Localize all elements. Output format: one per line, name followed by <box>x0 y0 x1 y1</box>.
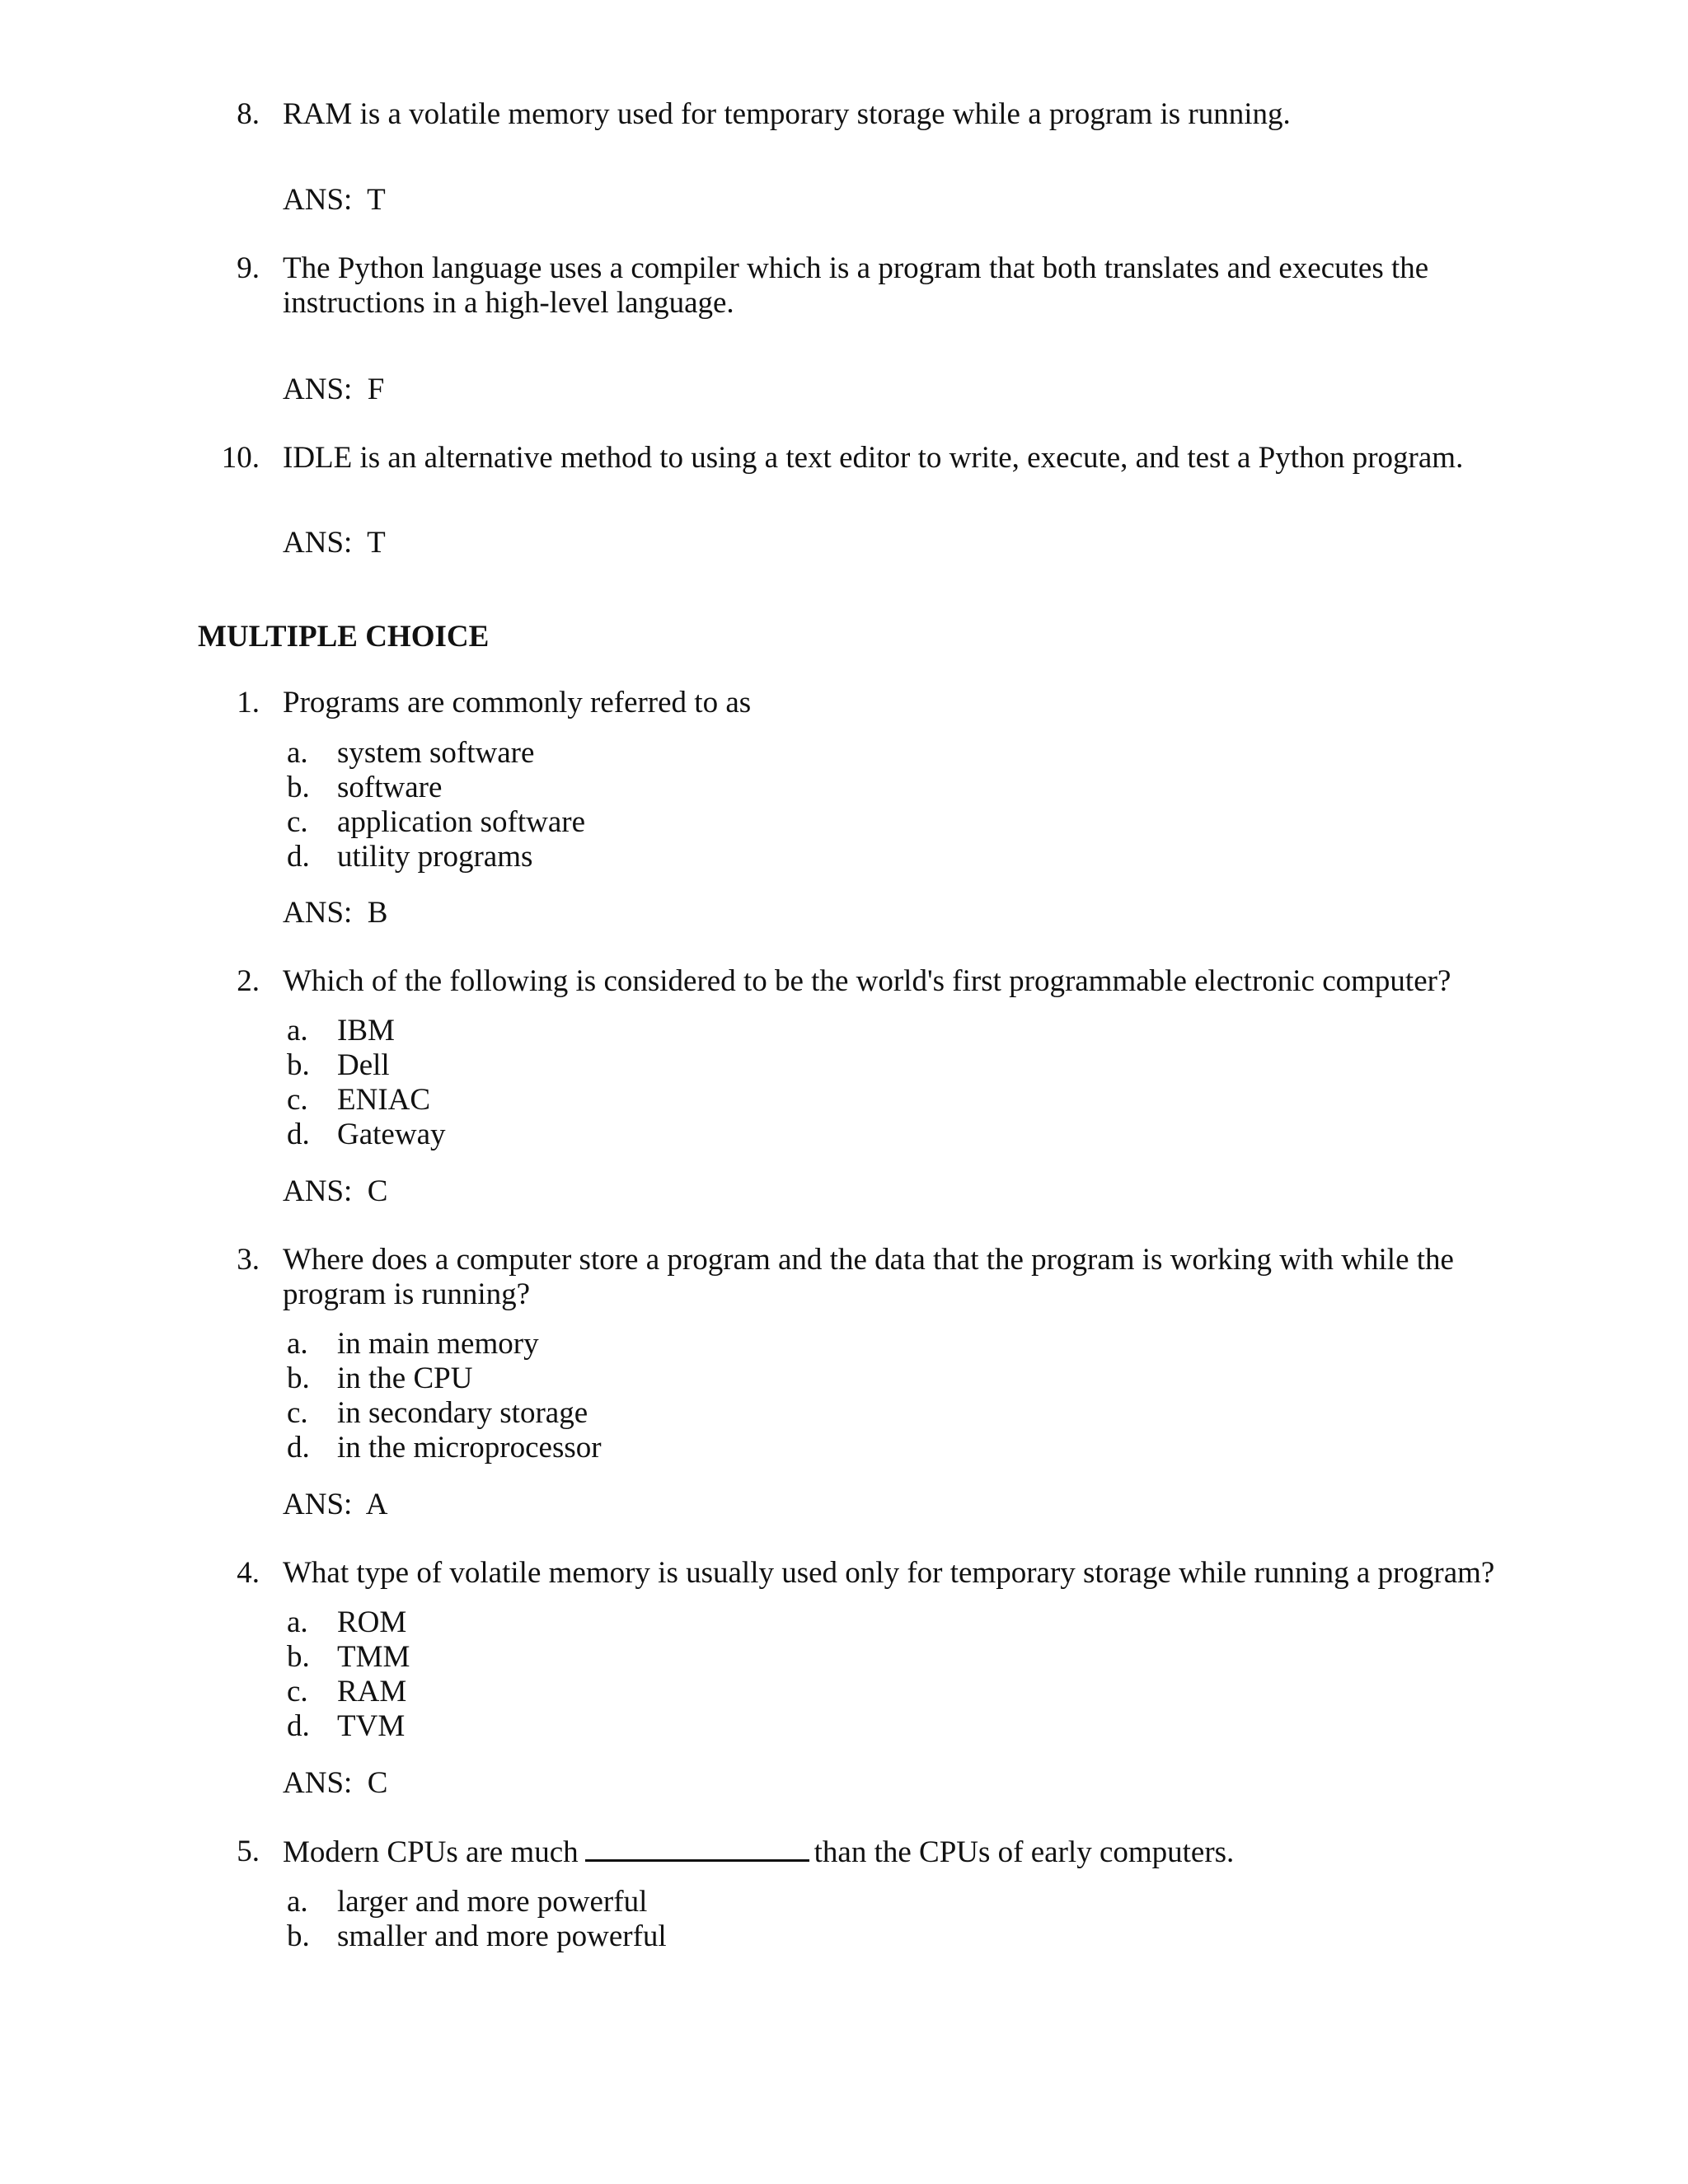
tf-answer-8: ANS: T <box>283 183 386 217</box>
choice-text: smaller and more powerful <box>337 1919 667 1953</box>
mc-answer-3: ANS: A <box>283 1488 388 1521</box>
choice-letter: d. <box>287 1709 310 1743</box>
question-text: Where does a computer store a program and the data that the program is working with while the program is running? <box>283 1243 1454 1311</box>
choice-letter: c. <box>287 1396 308 1430</box>
choice-letter: a. <box>287 1014 308 1047</box>
section-heading: MULTIPLE CHOICE <box>198 620 490 654</box>
choice-text: TVM <box>337 1709 406 1743</box>
choice-letter: a. <box>287 1885 308 1919</box>
choice-letter: a. <box>287 1327 308 1361</box>
choice-text: application software <box>337 805 586 839</box>
choice-text: utility programs <box>337 840 533 874</box>
choice-text: RAM <box>337 1675 407 1708</box>
choice-text: Gateway <box>337 1118 446 1151</box>
choice-letter: c. <box>287 805 308 839</box>
choice-text: in secondary storage <box>337 1396 588 1430</box>
tf-answer-9: ANS: F <box>283 373 385 406</box>
choice-text: TMM <box>337 1640 410 1674</box>
choice-text: larger and more powerful <box>337 1885 648 1919</box>
question-number: 1. <box>237 686 260 719</box>
choice-letter: b. <box>287 771 310 804</box>
choice-text: system software <box>337 736 535 770</box>
choice-text: software <box>337 771 443 804</box>
choice-letter: d. <box>287 1118 310 1151</box>
choice-text: ROM <box>337 1605 407 1639</box>
choice-text: Dell <box>337 1048 390 1082</box>
choice-text: IBM <box>337 1014 395 1047</box>
question-number: 9. <box>237 251 260 285</box>
question-text <box>283 1835 1503 1870</box>
choice-letter: c. <box>287 1083 308 1117</box>
question-number: 10. <box>221 441 260 475</box>
choice-letter: b. <box>287 1919 310 1953</box>
question-number: 5. <box>237 1835 260 1868</box>
question-text-after-blank: than the CPUs of early computers. <box>814 1835 1235 1869</box>
question-text: RAM is a volatile memory used for temporary storage while a program is running. <box>283 97 1291 131</box>
choice-letter: d. <box>287 840 310 874</box>
choice-text: in the CPU <box>337 1361 473 1395</box>
fill-in-blank <box>585 1835 809 1862</box>
mc-answer-1: ANS: B <box>283 896 388 930</box>
choice-text: ENIAC <box>337 1083 431 1117</box>
question-text: Which of the following is considered to be the world's first programmable electronic computer? <box>283 964 1451 998</box>
mc-answer-2: ANS: C <box>283 1174 388 1208</box>
choice-letter: d. <box>287 1431 310 1465</box>
choice-letter: b. <box>287 1640 310 1674</box>
question-text: Programs are commonly referred to as <box>283 686 752 719</box>
question-text: What type of volatile memory is usually used only for temporary storage while running a program? <box>283 1556 1495 1590</box>
mc-answer-4: ANS: C <box>283 1766 388 1800</box>
question-number: 8. <box>237 97 260 131</box>
choice-text: in main memory <box>337 1327 539 1361</box>
question-number: 4. <box>237 1556 260 1590</box>
choice-letter: c. <box>287 1675 308 1708</box>
question-number: 2. <box>237 964 260 998</box>
choice-letter: b. <box>287 1048 310 1082</box>
question-text-before-blank: Modern CPUs are much <box>283 1835 579 1869</box>
question-text: IDLE is an alternative method to using a text editor to write, execute, and test a Python program. <box>283 441 1464 475</box>
choice-letter: a. <box>287 1605 308 1639</box>
choice-letter: b. <box>287 1361 310 1395</box>
tf-answer-10: ANS: T <box>283 526 386 560</box>
choice-text: in the microprocessor <box>337 1431 602 1465</box>
choice-letter: a. <box>287 736 308 770</box>
question-number: 3. <box>237 1243 260 1277</box>
question-text: The Python language uses a compiler which is a program that both translates and executes the instructions in a high-level language. <box>283 251 1429 320</box>
